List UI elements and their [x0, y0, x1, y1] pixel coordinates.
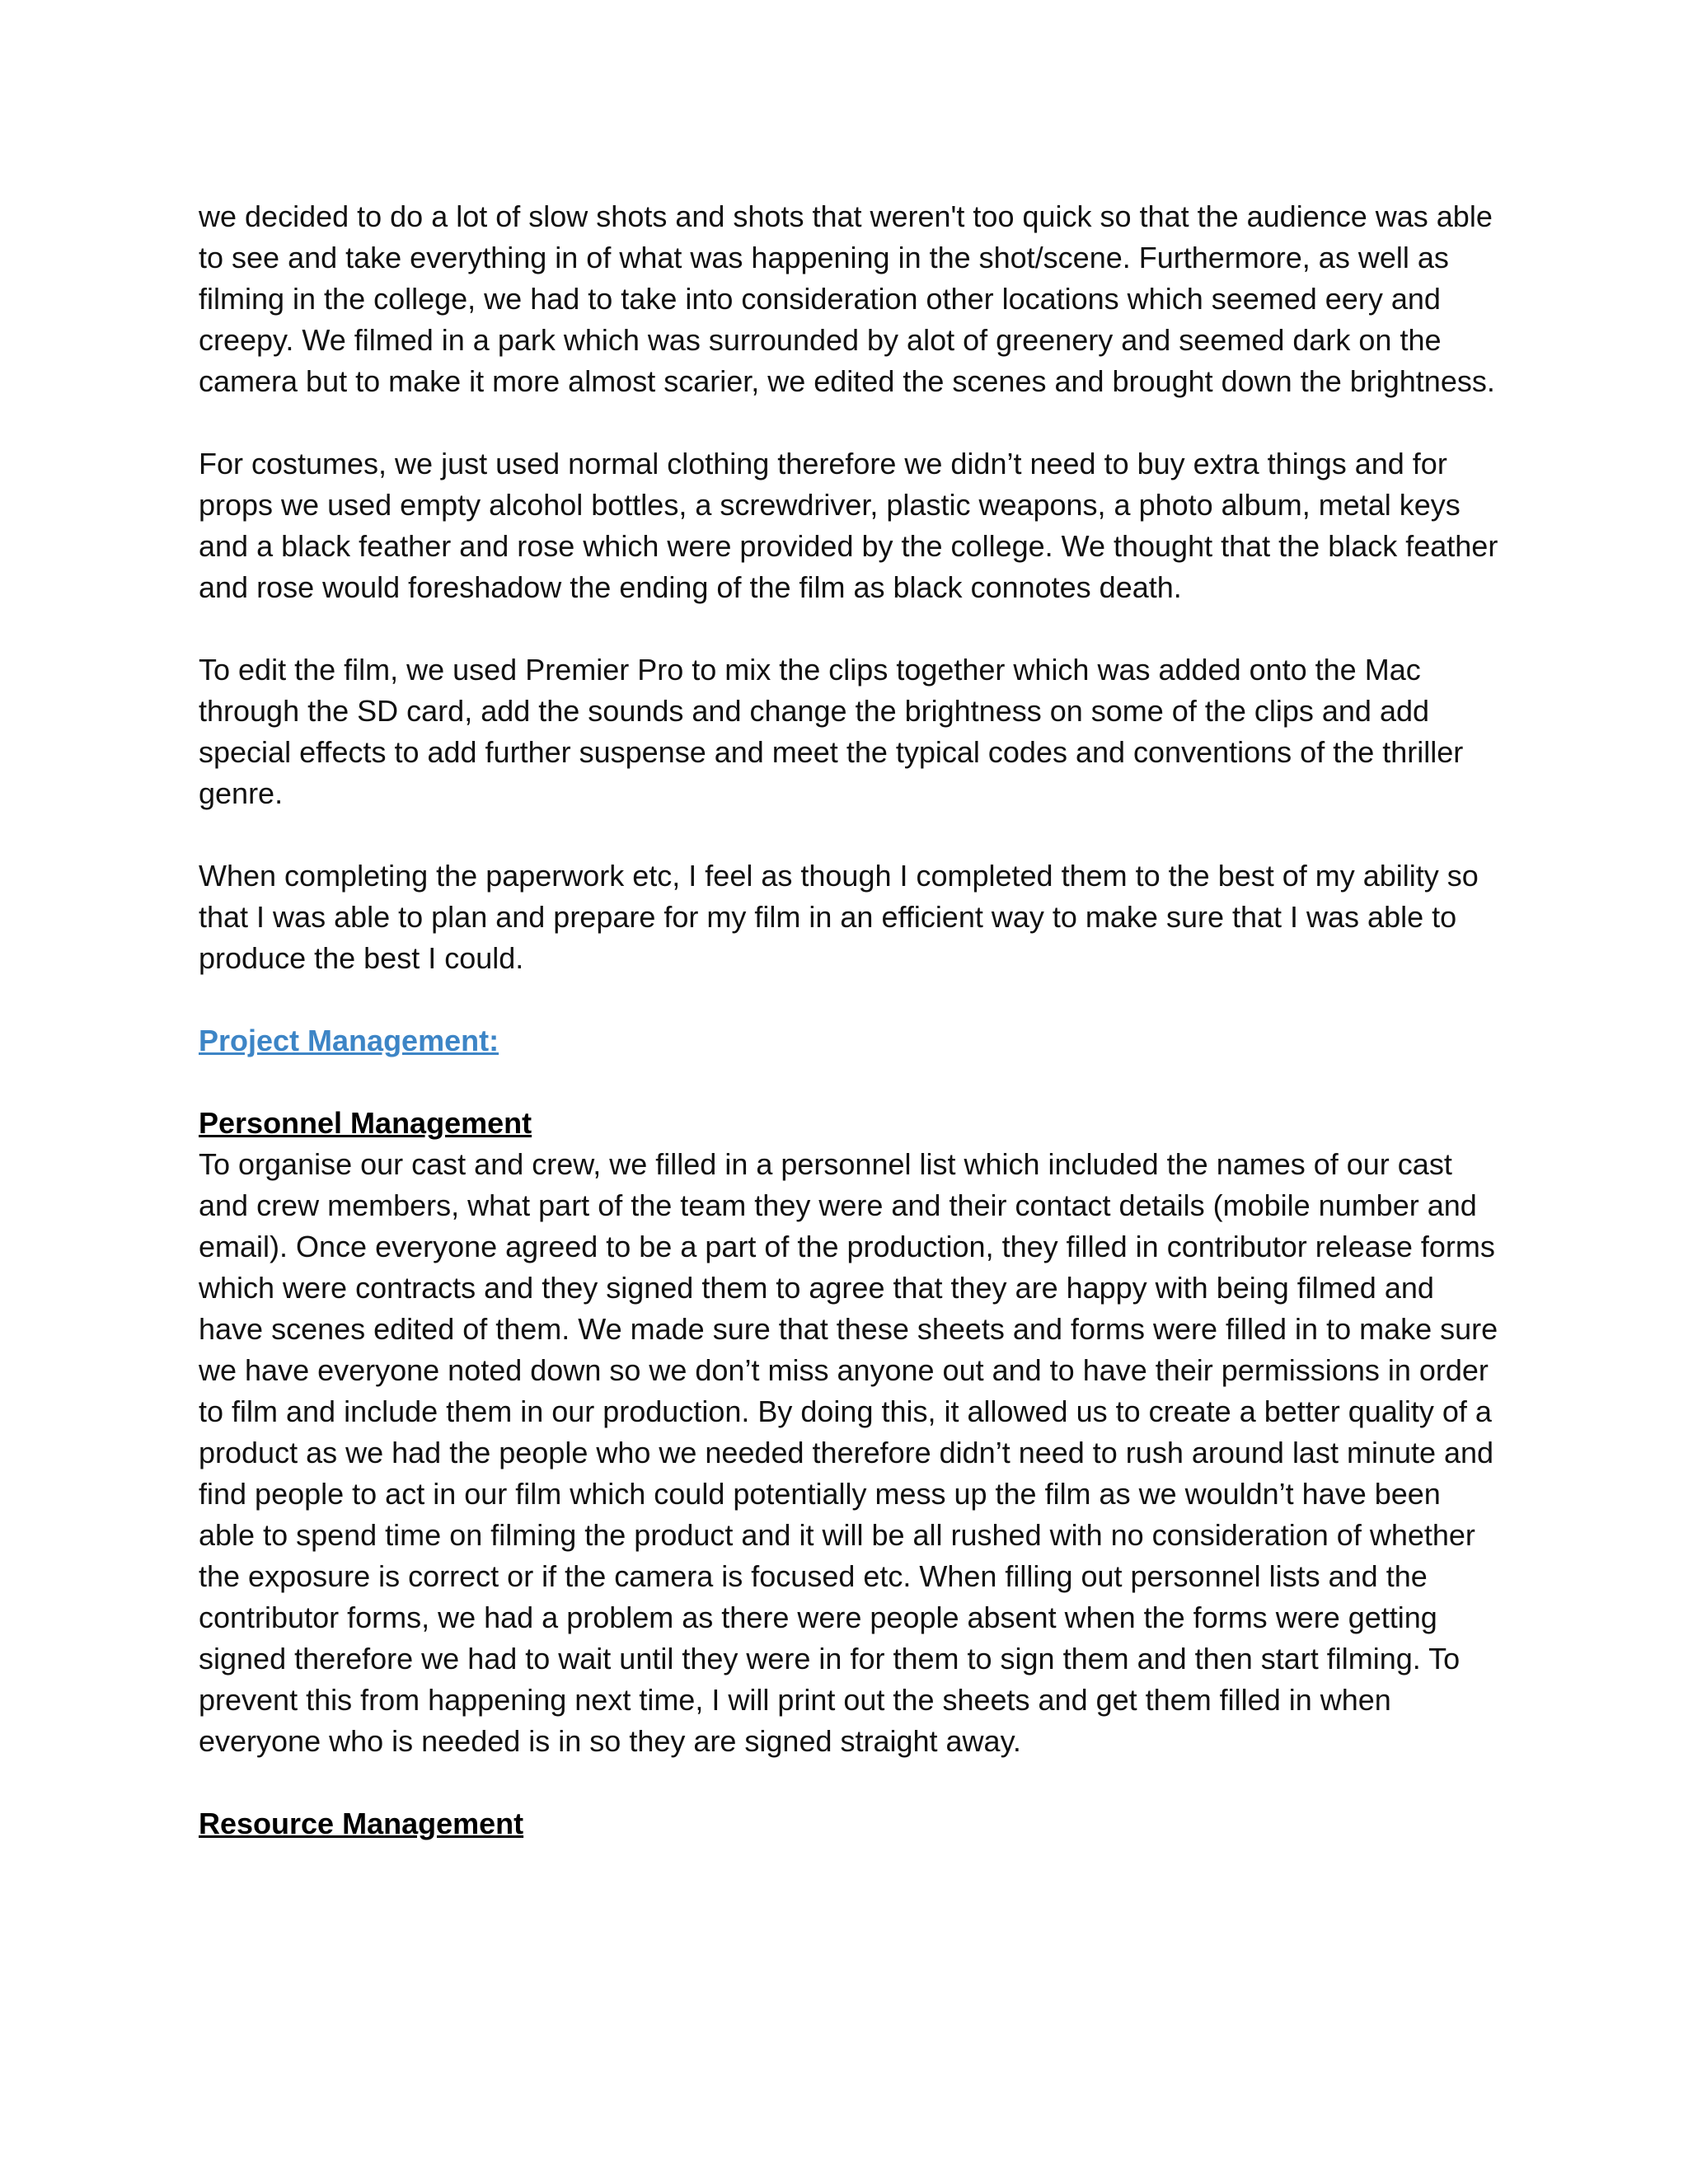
- paragraph-spacer: [199, 608, 1501, 649]
- paragraph-spacer: [199, 979, 1501, 1020]
- document-body: [199, 196, 1501, 1844]
- paragraph-filming-locations: we decided to do a lot of slow shots and shots that weren't too quick so that the audience was able to see and take everything in of what was happening in the shot/scene. Furthermore, as well as filming in the college, we had to take into consideration other locations which seemed eery and creepy. We filmed in a park which was surrounded by alot of greenery and seemed dark on the camera but to make it more almost scarier, we edited the scenes and brought down the brightness.: [199, 199, 1495, 398]
- paragraph-editing: To edit the film, we used Premier Pro to mix the clips together which was added onto the Mac through the SD card, add the sounds and change the brightness on some of the clips and add special effects to add further suspense and meet the typical codes and conventions of the thriller genre.: [199, 653, 1464, 810]
- paragraph-costumes-props: For costumes, we just used normal clothing therefore we didn’t need to buy extra things and for props we used empty alcohol bottles, a screwdriver, plastic weapons, a photo album, metal keys and a black feather and rose which were provided by the college. We thought that the black feather and rose would foreshadow the ending of the film as black connotes death.: [199, 447, 1498, 604]
- paragraph-personnel-management: To organise our cast and crew, we filled in a personnel list which included the names of our cast and crew members, what part of the team they were and their contact details (mobile number and email). Once everyone agreed to be a part of the production, they filled in contributor release forms which were contracts and they signed them to agree that they are happy with being filmed and have scenes edited of them. We made sure that these sheets and forms were filled in to make sure we have everyone noted down so we don’t miss anyone out and to have their permissions in order to film and include them in our production. By doing this, it allowed us to create a better quality of a product as we had the people who we needed therefore didn’t need to rush around last minute and find people to act in our film which could potentially mess up the film as we wouldn’t have been able to spend time on filming the product and it will be all rushed with no consideration of whether the exposure is correct or if the camera is focused etc. When filling out personnel lists and the contributor forms, we had a problem as there were people absent when the forms were getting signed therefore we had to wait until they were in for them to sign them and then start filming. To prevent this from happening next time, I will print out the sheets and get them filled in when everyone who is needed is in so they are signed straight away.: [199, 1147, 1498, 1758]
- paragraph-spacer: [199, 402, 1501, 443]
- paragraph-spacer: [199, 1062, 1501, 1103]
- subheading-resource-management: Resource Management: [199, 1807, 524, 1840]
- paragraph-spacer: [199, 814, 1501, 855]
- paragraph-paperwork: When completing the paperwork etc, I feel as though I completed them to the best of my ability so that I was able to plan and prepare for my film in an efficient way to make sure that I was able to produce the best I could.: [199, 859, 1479, 975]
- subheading-personnel-management: Personnel Management: [199, 1106, 532, 1140]
- section-heading-project-management: Project Management:: [199, 1024, 499, 1057]
- paragraph-spacer: [199, 1762, 1501, 1803]
